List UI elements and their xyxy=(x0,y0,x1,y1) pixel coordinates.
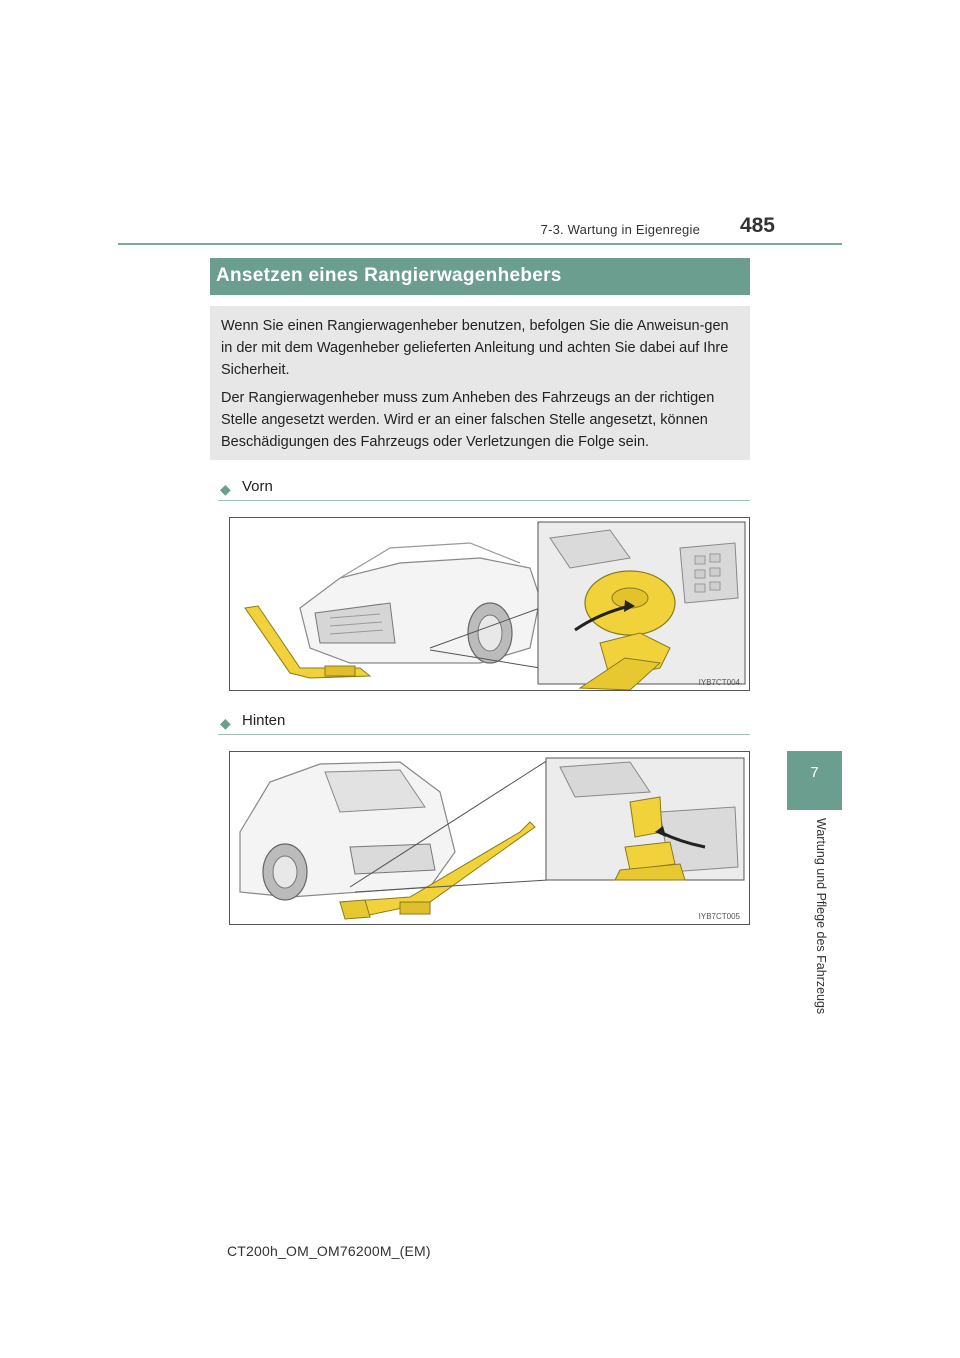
figure-front-id: IYB7CT004 xyxy=(698,678,740,687)
rear-illustration xyxy=(230,752,749,924)
chapter-side-title xyxy=(814,818,828,1022)
figure-rear-id: IYB7CT005 xyxy=(698,912,740,921)
subheading-front xyxy=(218,477,750,501)
intro-paragraph-1: Wenn Sie einen Rangierwagenheber benutzen, befolgen Sie die Anweisun-gen in der mit dem Wagenheber gelieferten Anleitung und achten Sie dabei auf Ihre Sicherheit. xyxy=(221,318,729,378)
intro-box xyxy=(210,306,750,460)
front-illustration xyxy=(230,518,749,690)
diamond-icon: ◆ xyxy=(220,715,231,731)
subheading-rear-label: Hinten xyxy=(242,712,286,729)
figure-front-jack-point xyxy=(229,517,750,691)
figure-rear-jack-point xyxy=(229,751,750,925)
subheading-front-label: Vorn xyxy=(242,478,273,495)
footer-doc-code: CT200h_OM_OM76200M_(EM) xyxy=(227,1243,431,1259)
diamond-icon: ◆ xyxy=(220,481,231,497)
chapter-number: 7 xyxy=(810,764,819,781)
intro-paragraph-2: Der Rangierwagenheber muss zum Anheben des Fahrzeugs an der richtigen Stelle angesetzt werden. Wird er an einer falschen Stelle angesetzt, können Beschädigungen des Fahrzeugs oder Verletzungen die Folge sein. xyxy=(221,390,715,450)
page-number: 485 xyxy=(739,214,775,237)
section-title: Ansetzen eines Rangierwagenhebers xyxy=(216,265,562,286)
header-section-title: 7-3. Wartung in Eigenregie xyxy=(540,222,700,237)
chapter-side-title-text: Wartung und Pflege des Fahrzeugs xyxy=(814,818,828,1015)
section-title-bar xyxy=(210,258,750,295)
subheading-rear xyxy=(218,711,750,735)
header-divider xyxy=(118,243,842,245)
